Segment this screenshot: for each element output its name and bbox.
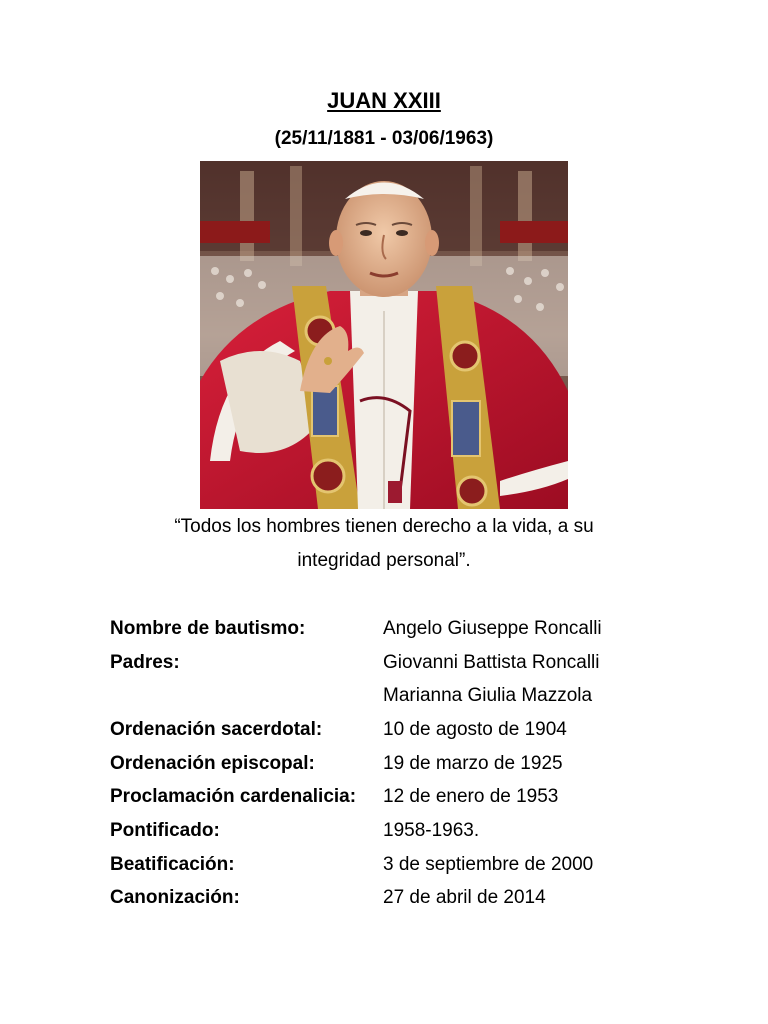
fact-row <box>110 882 670 916</box>
fact-value: 27 de abril de 2014 <box>383 887 546 909</box>
fact-label: Ordenación episcopal: <box>110 752 315 774</box>
fact-row <box>110 612 670 646</box>
biography-facts <box>110 612 670 915</box>
fact-row <box>110 646 670 680</box>
fact-value: 19 de marzo de 1925 <box>383 752 563 774</box>
fact-label: Canonización: <box>110 887 240 909</box>
fact-row <box>110 679 670 713</box>
fact-value: 10 de agosto de 1904 <box>383 718 567 740</box>
fact-row <box>110 747 670 781</box>
fact-row <box>110 848 670 882</box>
fact-value: 1958-1963. <box>383 819 480 841</box>
fact-value: 12 de enero de 1953 <box>383 786 559 808</box>
fact-label: Beatificación: <box>110 853 235 875</box>
fact-row <box>110 713 670 747</box>
fact-value: Angelo Giuseppe Roncalli <box>383 617 602 639</box>
fact-row <box>110 814 670 848</box>
fact-label: Pontificado: <box>110 819 220 841</box>
fact-label: Ordenación sacerdotal: <box>110 718 323 740</box>
pope-portrait-image <box>200 161 568 509</box>
fact-value: Marianna Giulia Mazzola <box>383 685 593 707</box>
quote-line-2: integridad personal”. <box>297 550 471 571</box>
fact-value: Giovanni Battista Roncalli <box>383 651 600 673</box>
fact-label: Nombre de bautismo: <box>110 617 306 639</box>
fact-label: Proclamación cardenalicia: <box>110 786 357 808</box>
fact-label: Padres: <box>110 651 180 673</box>
page-title: JUAN XXIII <box>327 88 441 113</box>
fact-value: 3 de septiembre de 2000 <box>383 853 594 875</box>
life-dates: (25/11/1881 - 03/06/1963) <box>274 128 494 149</box>
fact-row <box>110 780 670 814</box>
quote-line-1: “Todos los hombres tienen derecho a la vida, a su <box>174 516 594 537</box>
quote <box>100 510 668 578</box>
